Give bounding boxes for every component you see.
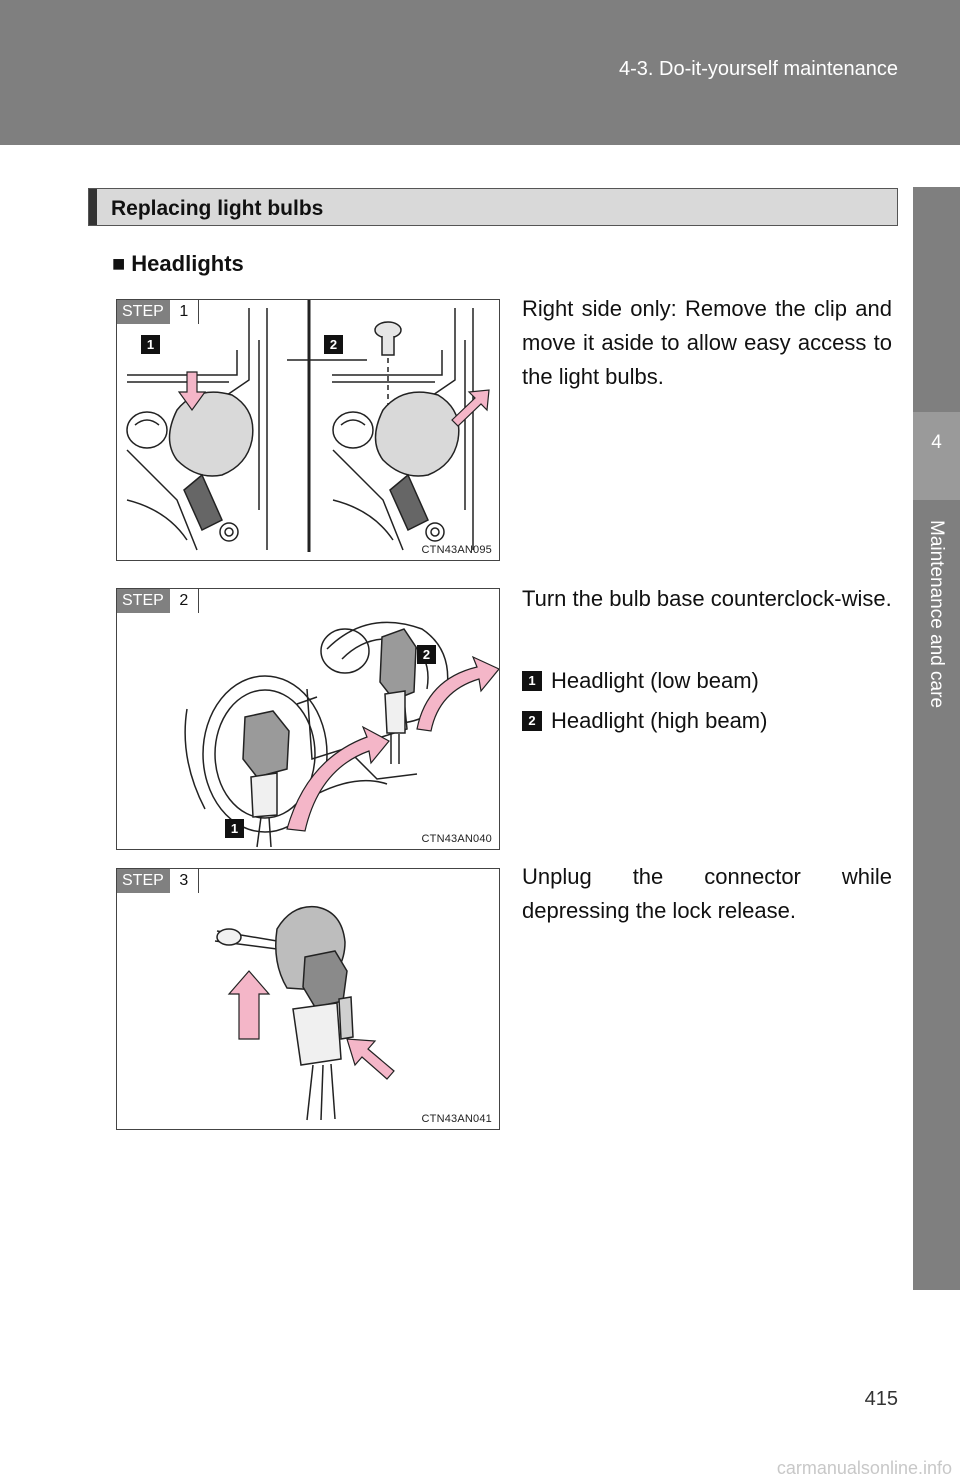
step-number: 3 [170,869,198,893]
connector-unplug-illustration [117,869,500,1130]
legend-label-2: Headlight (high beam) [551,708,768,733]
subheading [112,251,244,277]
callout-1-tag: 1 [225,819,244,838]
step-2-figure [116,588,500,850]
watermark: carmanualsonline.info [776,1458,952,1478]
callout-2-tag: 2 [417,645,436,664]
rotate-arrow-high-beam-icon [417,657,499,731]
legend-number-1: 1 [522,671,542,691]
section-title-bar [89,189,97,225]
legend-label-1: Headlight (low beam) [551,668,759,693]
headlight-clip-illustration [117,300,500,561]
step-number: 1 [170,300,198,324]
section-title-box [88,188,898,226]
legend-high-beam [522,708,767,734]
square-bullet-icon: ■ [112,251,126,276]
callout-2-tag: 2 [324,335,343,354]
figure-code: CTN43AN095 [421,544,492,556]
chapter-label-wrapper [921,520,951,840]
step-number: 2 [170,589,198,613]
figure-code: CTN43AN040 [421,833,492,845]
step-word: STEP [117,869,170,893]
figure-code: CTN43AN041 [421,1113,492,1125]
rotate-arrow-low-beam-icon [287,727,389,831]
header-section-title: 4-3. Do-it-yourself maintenance [618,58,898,80]
chapter-number: 4 [931,432,942,453]
legend-number-2: 2 [522,711,542,731]
up-arrow-icon [229,971,269,1039]
bulb-base-illustration [117,589,500,850]
step-3-badge [117,869,199,893]
section-title: Replacing light bulbs [111,197,324,220]
step-1-description: Right side only: Remove the clip and move it aside to allow easy access to the light bulbs. [522,296,892,389]
step-word: STEP [117,589,170,613]
step-1-figure [116,299,500,561]
page-number: 415 [864,1388,898,1410]
step-3-description: Unplug the connector while depressing the lock release. [522,864,892,923]
subheading-text: Headlights [131,251,244,276]
step-word: STEP [117,300,170,324]
diagonal-arrow-icon [452,390,489,426]
press-arrow-icon [347,1039,394,1079]
chapter-label: Maintenance and care [926,520,947,709]
callout-1-tag: 1 [141,335,160,354]
chapter-number-tab [913,412,960,500]
step-2-badge [117,589,199,613]
step-2-description: Turn the bulb base counterclock-wise. [522,586,892,611]
legend-low-beam [522,668,759,694]
step-3-figure [116,868,500,1130]
step-1-badge [117,300,199,324]
